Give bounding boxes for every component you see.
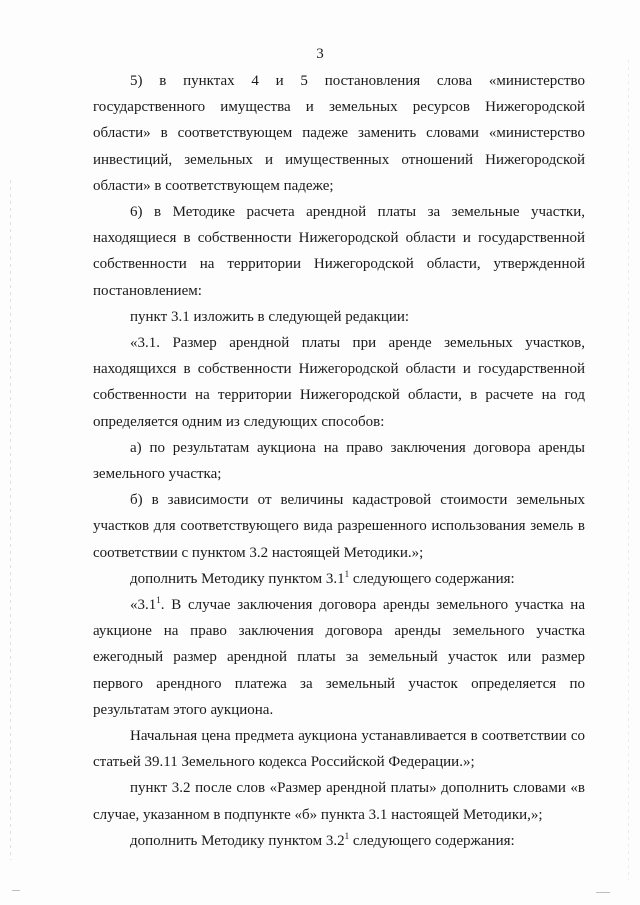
paragraph-add-3-2-1-text: дополнить Методику пунктом 3.2 (130, 832, 345, 849)
paragraph-clause-3-1-1-text: . В случае заключения договора аренды земельного участка на аукционе на право заключения договора аренды земельного участка ежегодный размер арендной платы за земельный участок или размер первого арендного платежа за земельный участок определяется по результатам этого аукциона. (93, 597, 585, 718)
paragraph-add-3-1-1-text: дополнить Методику пунктом 3.1 (130, 570, 345, 587)
scan-margin-artifact (10, 180, 12, 860)
paragraph-item-6: 6) в Методике расчета арендной платы за земельные участки, находящиеся в собственности Нижегородской области и государственной собственности на территории Нижегородской области, утвержденной постановлением: (93, 204, 585, 299)
paragraph-clause-3-1-1 (93, 592, 585, 723)
paragraph-instruction-3-1: пункт 3.1 изложить в следующей редакции: (130, 308, 410, 325)
paragraph-clause-3-1-a: а) по результатам аукциона на право заключения договора аренды земельного участка; (93, 439, 585, 483)
paragraph-clause-3-1-1-number: «3.1 (130, 597, 157, 614)
page-number: 3 (316, 46, 324, 62)
paragraph-initial-price: Начальная цена предмета аукциона устанавливается в соответствии со статьей 39.11 Земельного кодекса Российской Федерации.»; (93, 728, 585, 771)
paragraph-clause-3-1: «3.1. Размер арендной платы при аренде земельных участков, находящихся в собственности Нижегородской области и государственной собственности на территории Нижегородской области, в расчете на год определяется одним из следующих способов: (93, 335, 585, 430)
paragraph-item-5: 5) в пунктах 4 и 5 постановления слова «министерство государственного имущества и земельных ресурсов Нижегородской области» в соответствующем падеже заменить словами «министерство инвестиций, земельных и имущественных отношений Нижегородской области» в соответствующем падеже; (93, 73, 585, 194)
paragraph-clause-3-2-amend: пункт 3.2 после слов «Размер арендной платы» дополнить словами «в случае, указанном в подпункте «б» пункта 3.1 настоящей Методики,»; (93, 780, 585, 823)
superscript: 1 (344, 568, 350, 579)
scan-speck (12, 890, 20, 891)
paragraph-add-3-1-1 (93, 566, 585, 592)
document-body (93, 68, 585, 854)
superscript: 1 (156, 595, 161, 606)
superscript: 1 (344, 830, 350, 841)
scan-speck (596, 892, 610, 893)
scan-margin-artifact-right (628, 60, 630, 880)
paragraph-clause-3-1-b: б) в зависимости от величины кадастровой стоимости земельных участков для соответствующего вида разрешенного использования земель в соответствии с пунктом 3.2 настоящей Методики.»; (93, 492, 585, 561)
paragraph-add-3-2-1-tail: следующего содержания: (349, 832, 515, 849)
paragraph-add-3-1-1-tail: следующего содержания: (349, 570, 515, 587)
paragraph-add-3-2-1 (93, 828, 585, 854)
